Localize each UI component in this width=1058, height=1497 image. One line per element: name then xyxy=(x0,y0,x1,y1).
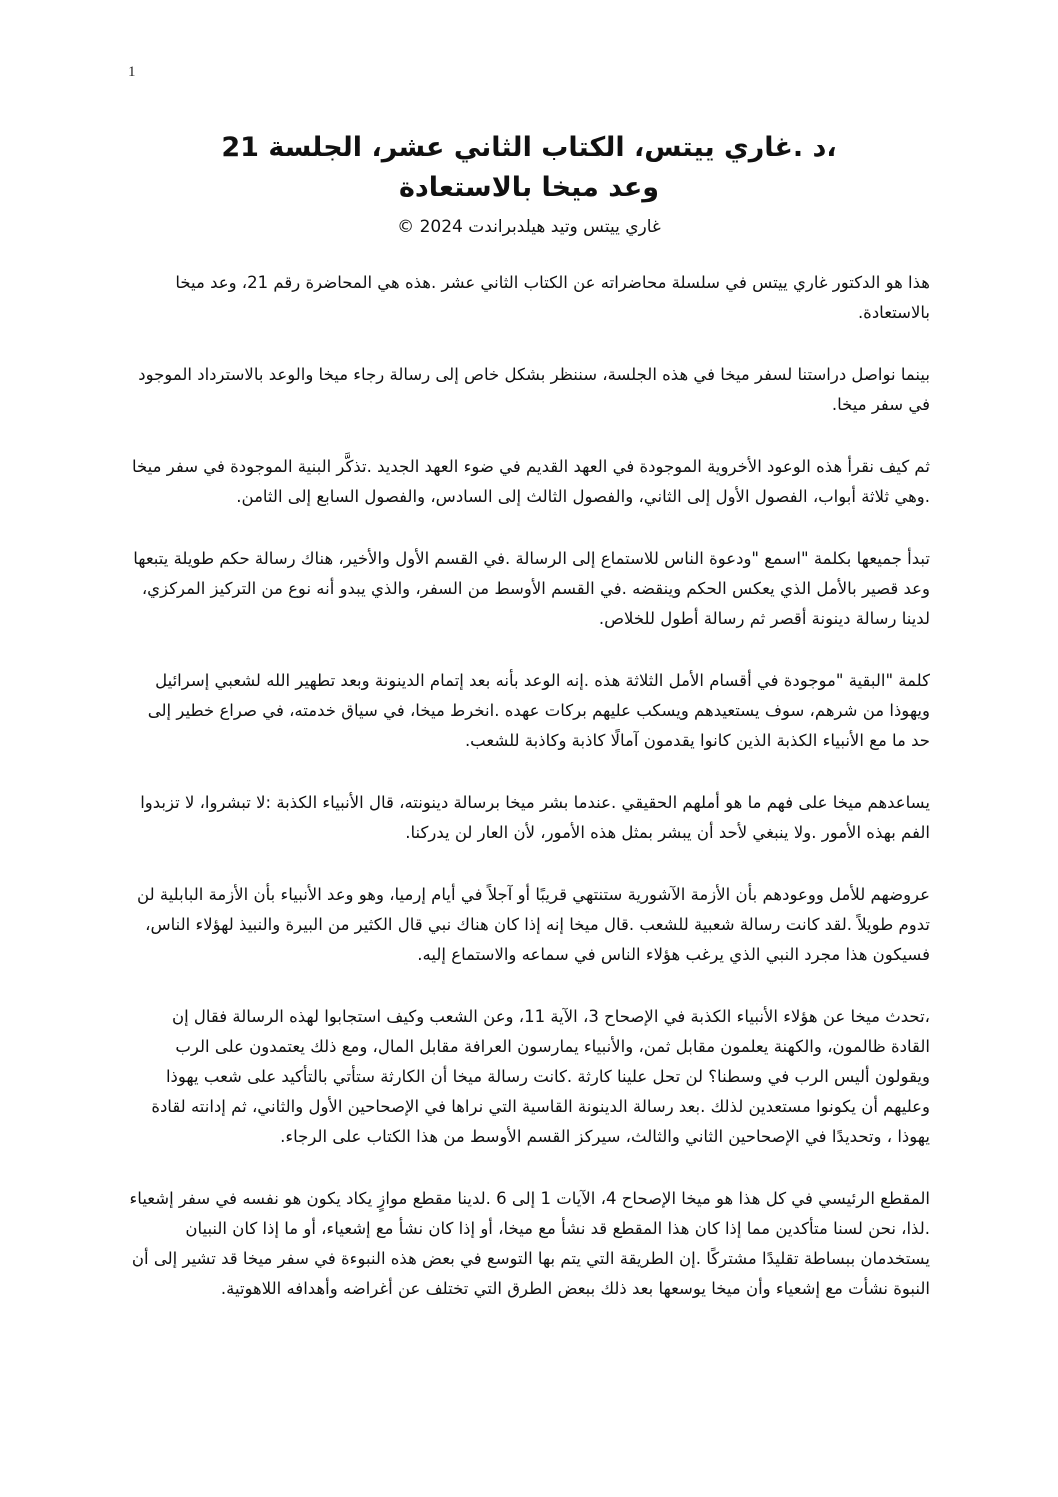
page-number: 1 xyxy=(128,64,136,80)
paragraph: تبدأ جميعها بكلمة "اسمع "ودعوة الناس للاستماع إلى الرسالة .في القسم الأول والأخير، هناك رسالة حكم طويلة يتبعها وعد قصير بالأمل الذي يعكس الحكم وينقضه .في القسم الأوسط من السفر، والذي يبدو أنه نوع من التركيز المركزي، لدينا رسالة دينونة أقصر ثم رسالة أطول للخلاص. xyxy=(133,549,930,628)
paragraph: المقطع الرئيسي في كل هذا هو ميخا الإصحاح 4، الآيات 1 إلى 6 .لدينا مقطع موازٍ يكاد يكون هو نفسه في سفر إشعياء .لذا، نحن لسنا متأكدين مما إذا كان هذا المقطع قد نشأ مع ميخا، أو إذا كان نشأ مع إشعياء، أو ما إذا كان النبيان يستخدمان ببساطة تقليدًا مشتركًا .إن الطريقة التي يتم بها التوسع في بعض هذه النبوءة في سفر ميخا قد تشير إلى أن النبوة نشأت مع إشعياء وأن ميخا يوسعها بعد ذلك ببعض الطرق التي تختلف عن أغراضه وأهدافه اللاهوتية. xyxy=(129,1189,930,1298)
paragraph: عروضهم للأمل ووعودهم بأن الأزمة الآشورية ستنتهي قريبًا أو آجلاً في أيام إرميا، وهو وعد الأنبياء بأن الأزمة البابلية لن تدوم طويلاً .لقد كانت رسالة شعبية للشعب .قال ميخا إنه إذا كان هناك نبي قال الكثير من البيرة والنبيذ لهؤلاء الناس، فسيكون هذا مجرد النبي الذي يرغب هؤلاء الناس في سماعه والاستماع إليه. xyxy=(137,885,930,964)
paragraph: هذا هو الدكتور غاري ييتس في سلسلة محاضراته عن الكتاب الثاني عشر .هذه هي المحاضرة رقم 21، وعد ميخا بالاستعادة. xyxy=(175,273,930,322)
paragraph: ،تحدث ميخا عن هؤلاء الأنبياء الكذبة في الإصحاح 3، الآية 11، وعن الشعب وكيف استجابوا لهذه الرسالة فقال إن القادة ظالمون، والكهنة يعلمون مقابل ثمن، والأنبياء يمارسون العرافة مقابل المال، ومع ذلك يعتمدون على الرب ويقولون أليس الرب في وسطنا؟ لن تحل علينا كارثة .كانت رسالة ميخا أن الكارثة ستأتي بالتأكيد على شعب يهوذا وعليهم أن يكونوا مستعدين لذلك .بعد رسالة الدينونة القاسية التي نراها في الإصحاحين الأول والثاني، ثم إدانته لقادة يهوذا ، وتحديدًا في الإصحاحين الثاني والثالث، سيركز القسم الأوسط من هذا الكتاب على الرجاء. xyxy=(151,1007,930,1146)
copyright-line: غاري ييتس وتيد هيلدبراندت 2024 © xyxy=(397,217,661,237)
title-line-1: ،د .غاري ييتس، الكتاب الثاني عشر، الجلسة 21 xyxy=(221,132,837,163)
document-body xyxy=(128,268,930,1336)
paragraph: ثم كيف نقرأ هذه الوعود الأخروية الموجودة في العهد القديم في ضوء العهد الجديد .تذكَّر البنية الموجودة في سفر ميخا .وهي ثلاثة أبواب، الفصول الأول إلى الثاني، والفصول الثالث إلى السادس، والفصول السابع إلى الثامن. xyxy=(132,457,930,506)
document-header xyxy=(120,128,938,242)
paragraph: يساعدهم ميخا على فهم ما هو أملهم الحقيقي .عندما بشر ميخا برسالة دينونته، قال الأنبياء الكذبة :لا تبشروا، لا تزبدوا الفم بهذه الأمور .ولا ينبغي لأحد أن يبشر بمثل هذه الأمور، لأن العار لن يدركنا. xyxy=(140,793,930,842)
paragraph: بينما نواصل دراستنا لسفر ميخا في هذه الجلسة، سننظر بشكل خاص إلى رسالة رجاء ميخا والوعد بالاسترداد الموجود في سفر ميخا. xyxy=(138,365,930,414)
paragraph: كلمة "البقية "موجودة في أقسام الأمل الثلاثة هذه .إنه الوعد بأنه بعد إتمام الدينونة وبعد تطهير الله لشعبي إسرائيل ويهوذا من شرهم، سوف يستعيدهم ويسكب عليهم بركات عهده .انخرط ميخا، في سياق خدمته، في صراع خطير إلى حد ما مع الأنبياء الكذبة الذين كانوا يقدمون آمالًا كاذبة وكاذبة للشعب. xyxy=(147,671,930,750)
title-line-2: وعد ميخا بالاستعادة xyxy=(398,172,660,203)
